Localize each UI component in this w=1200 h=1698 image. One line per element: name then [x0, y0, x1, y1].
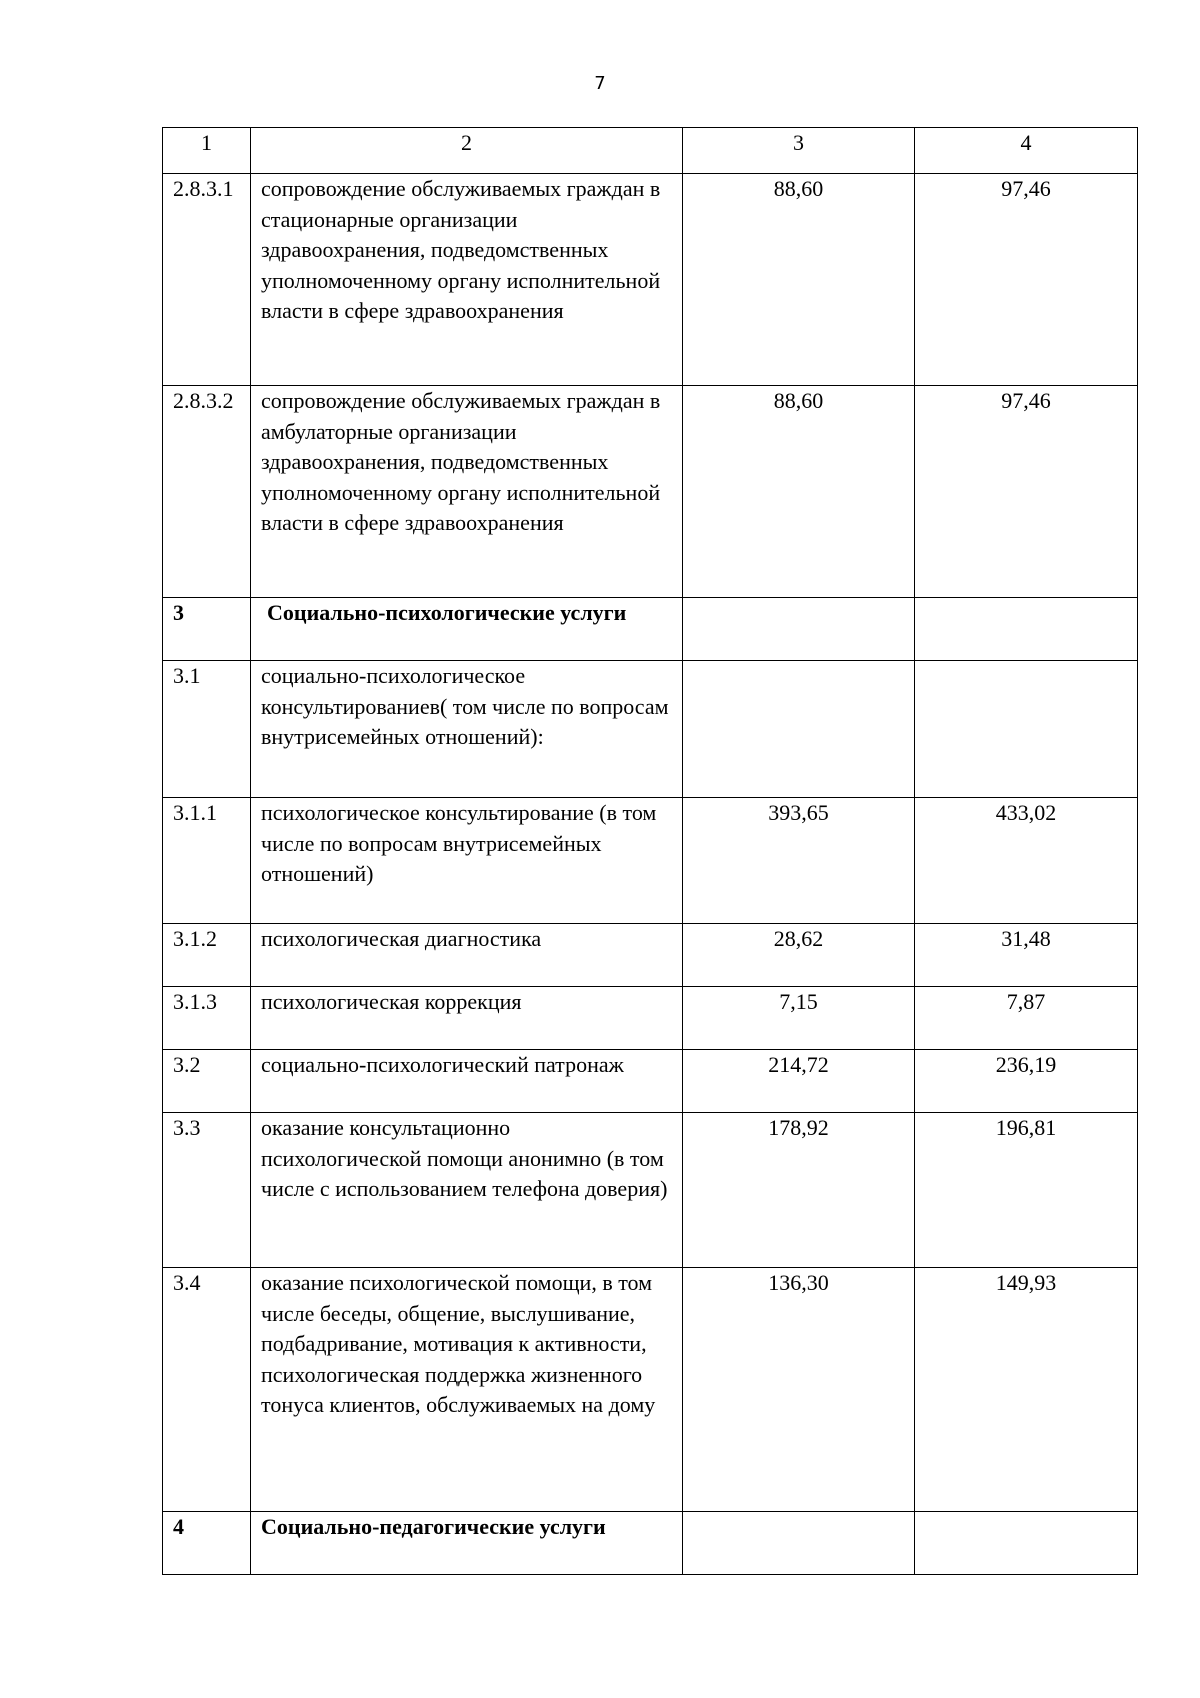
services-price-table — [162, 127, 1138, 1575]
header-cell-3: 3 — [683, 128, 915, 174]
row-value-col3 — [683, 661, 915, 798]
row-service-name: сопровождение обслуживаемых граждан в стационарные организации здравоохранения, подведомственных уполномоченному органу исполнительной власти в сфере здравоохранения — [251, 174, 683, 386]
table-row — [163, 798, 1138, 924]
table-header-row — [163, 128, 1138, 174]
row-value-col3 — [683, 598, 915, 661]
row-value-col4: 196,81 — [915, 1113, 1138, 1268]
row-value-col4: 7,87 — [915, 987, 1138, 1050]
row-value-col3: 136,30 — [683, 1268, 915, 1512]
row-value-col4: 31,48 — [915, 924, 1138, 987]
table-section-row — [163, 598, 1138, 661]
row-value-col4: 97,46 — [915, 386, 1138, 598]
table-row — [163, 661, 1138, 798]
row-service-name: психологическая коррекция — [251, 987, 683, 1050]
row-code: 3.3 — [163, 1113, 251, 1268]
row-code: 3.2 — [163, 1050, 251, 1113]
row-code: 3.1.1 — [163, 798, 251, 924]
row-service-name: сопровождение обслуживаемых граждан в амбулаторные организации здравоохранения, подведомственных уполномоченному органу исполнительной власти в сфере здравоохранения — [251, 386, 683, 598]
row-value-col3: 28,62 — [683, 924, 915, 987]
row-value-col3: 214,72 — [683, 1050, 915, 1113]
table-section-row — [163, 1512, 1138, 1575]
table-row — [163, 386, 1138, 598]
row-service-name: оказание консультационно психологической помощи анонимно (в том числе с использованием телефона доверия) — [251, 1113, 683, 1268]
row-value-col4: 236,19 — [915, 1050, 1138, 1113]
row-value-col4: 97,46 — [915, 174, 1138, 386]
row-value-col3: 88,60 — [683, 174, 915, 386]
row-value-col3 — [683, 1512, 915, 1575]
row-service-name: оказание психологической помощи, в том числе беседы, общение, выслушивание, подбадривание, мотивация к активности, психологическая поддержка жизненного тонуса клиентов, обслуживаемых на дому — [251, 1268, 683, 1512]
table-row — [163, 1113, 1138, 1268]
row-code: 2.8.3.2 — [163, 386, 251, 598]
header-cell-1: 1 — [163, 128, 251, 174]
row-value-col4: 149,93 — [915, 1268, 1138, 1512]
table-row — [163, 987, 1138, 1050]
row-code: 3.1 — [163, 661, 251, 798]
row-value-col3: 178,92 — [683, 1113, 915, 1268]
header-cell-2: 2 — [251, 128, 683, 174]
row-code: 3.1.2 — [163, 924, 251, 987]
row-service-name: социально-психологический патронаж — [251, 1050, 683, 1113]
row-value-col3: 88,60 — [683, 386, 915, 598]
table-row — [163, 1050, 1138, 1113]
row-code: 2.8.3.1 — [163, 174, 251, 386]
row-value-col3: 7,15 — [683, 987, 915, 1050]
table-row — [163, 924, 1138, 987]
page-number: 7 — [594, 73, 606, 94]
row-value-col4 — [915, 1512, 1138, 1575]
table-row — [163, 174, 1138, 386]
section-title: Социально-педагогические услуги — [251, 1512, 683, 1575]
row-value-col3: 393,65 — [683, 798, 915, 924]
row-value-col4: 433,02 — [915, 798, 1138, 924]
row-code: 3.4 — [163, 1268, 251, 1512]
row-service-name: психологическая диагностика — [251, 924, 683, 987]
row-value-col4 — [915, 661, 1138, 798]
row-service-name: психологическое консультирование (в том числе по вопросам внутрисемейных отношений) — [251, 798, 683, 924]
row-value-col4 — [915, 598, 1138, 661]
table-row — [163, 1268, 1138, 1512]
row-code: 3.1.3 — [163, 987, 251, 1050]
section-code: 4 — [163, 1512, 251, 1575]
row-service-name: социально-психологическое консультированиев( том числе по вопросам внутрисемейных отношений): — [251, 661, 683, 798]
section-title: Социально-психологические услуги — [251, 598, 683, 661]
section-code: 3 — [163, 598, 251, 661]
header-cell-4: 4 — [915, 128, 1138, 174]
